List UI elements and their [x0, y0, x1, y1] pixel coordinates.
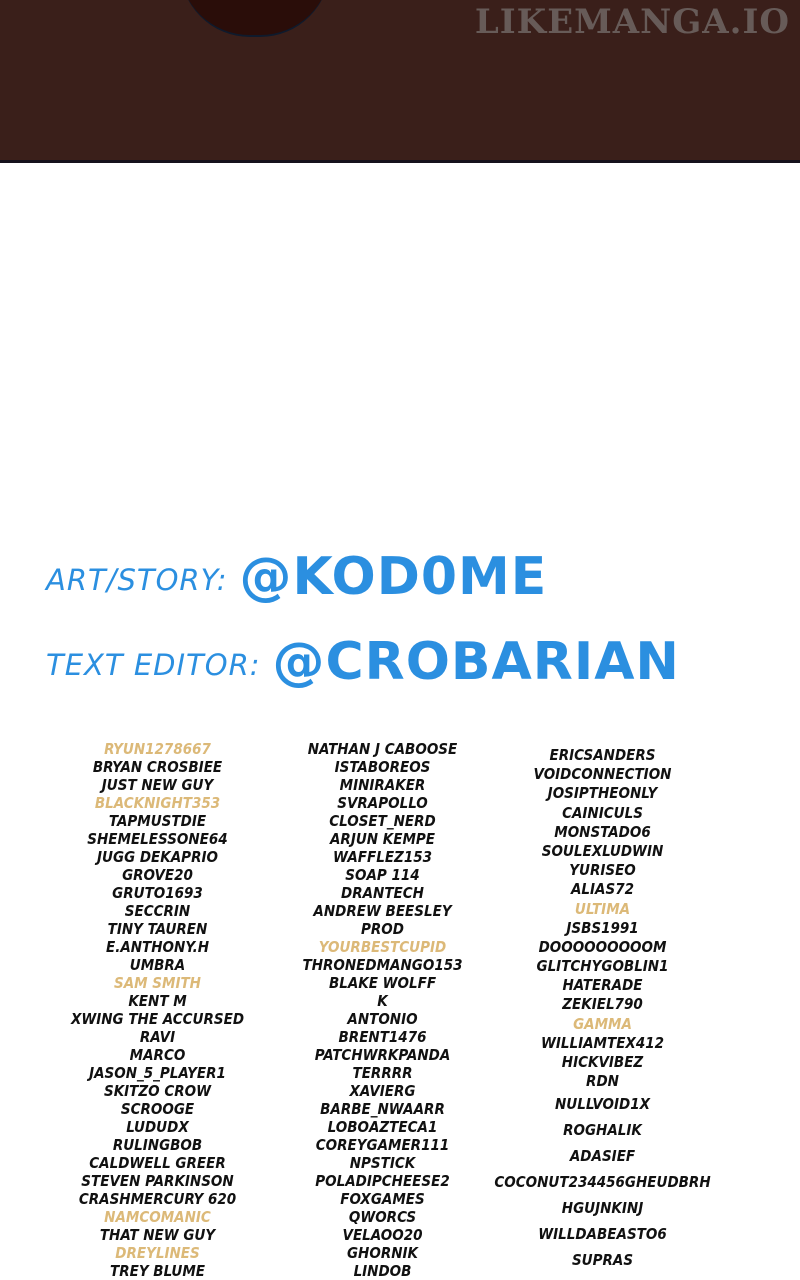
- supporters-column-3: [475, 746, 730, 1273]
- supporter-name: JASON_5_PLAYER1: [89, 1064, 226, 1082]
- supporter-name: VELAOO20: [342, 1226, 423, 1244]
- supporter-name: BLAKE WOLFF: [328, 974, 437, 992]
- supporter-name: ARJUN KEMPE: [329, 830, 436, 848]
- supporter-name: ZEKIEL790: [562, 995, 643, 1014]
- supporter-name: BLACKNIGHT353: [94, 794, 221, 812]
- supporter-name: WILLIAMTEX412: [540, 1033, 664, 1052]
- supporter-name: HGUJNKINJ: [561, 1199, 644, 1218]
- supporter-name: YOURBESTCUPID: [318, 938, 447, 956]
- supporter-name: QWORCS: [348, 1208, 417, 1226]
- supporter-name: ANTONIO: [347, 1010, 418, 1028]
- supporter-name: GLITCHYGOBLIN1: [536, 957, 669, 976]
- supporter-name: SHEMELESSONE64: [87, 830, 228, 848]
- supporter-name: COCONUT234456GHEUDBRH: [494, 1173, 711, 1192]
- supporter-name: TINY TAUREN: [107, 920, 208, 938]
- supporter-name: VOIDCONNECTION: [533, 765, 672, 784]
- art-story-label: ART/STORY:: [46, 563, 228, 597]
- supporters-column-1: [30, 740, 285, 1280]
- supporter-name: CRASHMERCURY 620: [78, 1190, 237, 1208]
- text-editor-label: TEXT EDITOR:: [46, 648, 261, 682]
- supporter-name: DOOOOOOOOOM: [538, 937, 667, 956]
- supporter-name: ADASIEF: [569, 1147, 636, 1166]
- supporter-name: SAM SMITH: [114, 974, 201, 992]
- supporter-name: TREY BLUME: [110, 1262, 205, 1280]
- supporter-name: RULINGBOB: [112, 1136, 203, 1154]
- site-watermark: LIKEMANGA.IO: [474, 2, 790, 42]
- supporter-name: HICKVIBEZ: [561, 1053, 644, 1071]
- supporter-name: TAPMUSTDIE: [108, 812, 207, 830]
- supporter-name: RYUN1278667: [104, 740, 211, 758]
- supporter-name: SVRAPOLLO: [337, 794, 428, 812]
- supporter-name: SOAP 114: [345, 866, 420, 884]
- supporter-name: BRYAN CROSBIEE: [92, 758, 223, 776]
- supporter-name: RDN: [586, 1072, 619, 1091]
- supporter-name: NPSTICK: [349, 1154, 416, 1172]
- supporter-name: MARCO: [129, 1046, 186, 1064]
- supporter-name: TERRRR: [352, 1064, 413, 1082]
- supporter-name: HATERADE: [562, 976, 643, 995]
- text-editor-credit: [46, 632, 680, 692]
- supporter-name: PROD: [361, 920, 404, 938]
- supporter-name: RAVI: [139, 1028, 176, 1046]
- supporter-name: XAVIERG: [349, 1082, 416, 1100]
- supporter-name: MONSTADO6: [554, 822, 651, 841]
- supporter-name: NATHAN J CABOOSE: [307, 740, 458, 758]
- supporter-name: DRANTECH: [341, 884, 424, 902]
- supporter-name: SECCRIN: [124, 902, 191, 920]
- supporter-name: SOULEXLUDWIN: [541, 841, 664, 860]
- supporter-name: WAFFLEZ153: [332, 848, 433, 866]
- supporter-name: ULTIMA: [574, 899, 631, 918]
- supporter-name: PATCHWRKPANDA: [314, 1046, 451, 1064]
- supporter-name: GRUTO1693: [112, 884, 203, 902]
- supporter-name: ROGHALIK: [563, 1121, 642, 1140]
- supporter-name: GAMMA: [573, 1014, 632, 1033]
- supporter-name: JUST NEW GUY: [101, 776, 214, 794]
- supporter-name: JOSIPTHEONLY: [547, 784, 658, 803]
- supporter-name: BARBE_NWAARR: [320, 1100, 445, 1118]
- supporter-name: YURISEO: [569, 861, 636, 880]
- supporter-name: THRONEDMANGO153: [302, 956, 463, 974]
- supporter-name: GHORNIK: [346, 1244, 418, 1262]
- supporter-name: SCROOGE: [120, 1100, 195, 1118]
- supporter-name: WILLDABEASTO6: [538, 1225, 667, 1244]
- supporter-name: XWING THE ACCURSED: [70, 1010, 245, 1028]
- supporter-name: SUPRAS: [571, 1251, 634, 1270]
- supporter-name: UMBRA: [129, 956, 186, 974]
- supporter-name: K: [377, 992, 388, 1010]
- art-story-handle: @KOD0ME: [239, 547, 548, 607]
- supporter-name: LINDOB: [353, 1262, 412, 1280]
- supporter-name: NAMCOMANIC: [104, 1208, 211, 1226]
- supporter-name: ANDREW BEESLEY: [313, 902, 452, 920]
- art-story-credit: [46, 547, 547, 607]
- supporter-name: DREYLINES: [115, 1244, 200, 1262]
- supporter-name: E.ANTHONY.H: [105, 938, 210, 956]
- supporter-name: NULLVOID1X: [554, 1095, 651, 1114]
- supporter-name: FOXGAMES: [340, 1190, 425, 1208]
- supporter-name: CAINICULS: [562, 803, 643, 822]
- panel-art-shape: [180, 0, 330, 37]
- supporter-name: STEVEN PARKINSON: [81, 1172, 234, 1190]
- supporter-name: LUDUDX: [126, 1118, 189, 1136]
- supporter-name: POLADIPCHEESE2: [315, 1172, 450, 1190]
- supporter-name: JUGG DEKAPRIO: [97, 848, 218, 866]
- supporter-name: MINIRAKER: [339, 776, 426, 794]
- supporter-name: CLOSET_NERD: [329, 812, 436, 830]
- supporter-name: COREYGAMER111: [315, 1136, 450, 1154]
- supporter-name: CALDWELL GREER: [89, 1154, 226, 1172]
- supporter-name: THAT NEW GUY: [99, 1226, 216, 1244]
- text-editor-handle: @CROBARIAN: [272, 632, 680, 692]
- supporter-name: ISTABOREOS: [334, 758, 431, 776]
- supporter-name: SKITZO CROW: [103, 1082, 211, 1100]
- supporter-name: LOBOAZTECA1: [327, 1118, 438, 1136]
- supporters-column-2: [255, 740, 510, 1280]
- supporter-name: GROVE20: [122, 866, 193, 884]
- supporter-name: KENT M: [128, 992, 187, 1010]
- supporter-name: ERICSANDERS: [549, 746, 656, 764]
- supporter-name: ALIAS72: [570, 880, 634, 899]
- supporter-name: BRENT1476: [338, 1028, 427, 1046]
- supporter-name: JSBS1991: [566, 918, 639, 937]
